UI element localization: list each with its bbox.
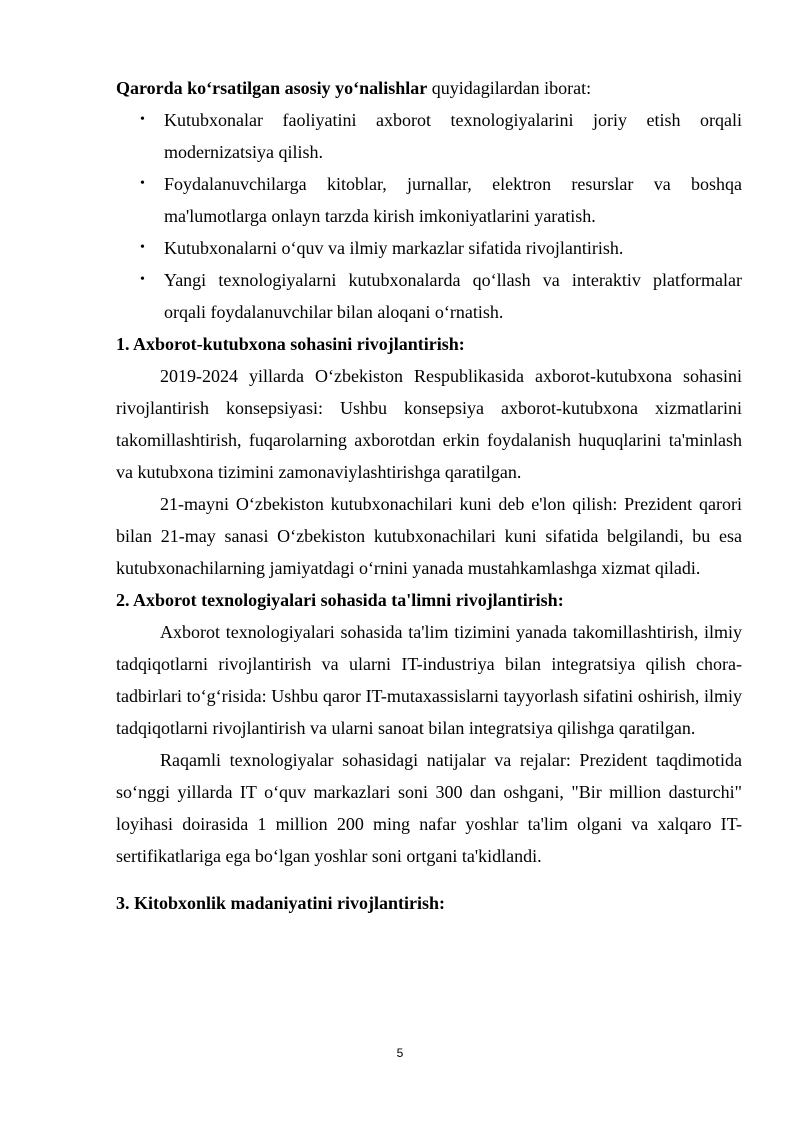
spacer <box>116 872 742 887</box>
body-paragraph: 2019-2024 yillarda O‘zbekiston Respublikasida axborot-kutubxona sohasini rivojlantirish konsepsiyasi: Ushbu konsepsiya axborot-kutubxona xizmatlarini takomillashtirish, fuqarolarning axborotdan erkin foydalanish huquqlarini ta'minlash va kutubxona tizimini zamonaviylashtirishga qaratilgan. <box>116 366 742 482</box>
page-number: 5 <box>396 1046 404 1060</box>
section-heading: 3. Kitobxonlik madaniyatini rivojlantirish: <box>116 893 446 913</box>
body-paragraph: Axborot texnologiyalari sohasida ta'lim tizimini yanada takomillashtirish, ilmiy tadqiqotlarni rivojlantirish va ularni IT-industriya bilan integratsiya qilish chora-tadbirlari to‘g‘risida: Ushbu qaror IT-mutaxassislarni tayyorlash sifatini oshirish, ilmiy tadqiqotlarni rivojlantirish va ularni sanoat bilan integratsiya qilishga qaratilgan. <box>116 622 742 738</box>
list-item-text: Kutubxonalar faoliyatini axborot texnologiyalarini joriy etish orqali modernizatsiya qilish. <box>164 110 742 162</box>
intro-paragraph <box>116 72 742 104</box>
list-item-text: Foydalanuvchilarga kitoblar, jurnallar, elektron resurslar va boshqa ma'lumotlarga onlayn tarzda kirish imkoniyatlarini yaratish. <box>164 174 742 226</box>
bullet-icon: • <box>140 176 145 191</box>
list-item <box>116 264 742 328</box>
list-item <box>116 232 742 264</box>
page-content <box>116 72 742 919</box>
body-paragraph: 21-mayni O‘zbekiston kutubxonachilari kuni deb e'lon qilish: Prezident qarori bilan 21-may sanasi O‘zbekiston kutubxonachilari kuni sifatida belgilandi, bu esa kutubxonachilarning jamiyatdagi o‘rnini yanada mustahkamlashga xizmat qiladi. <box>116 494 742 578</box>
list-item-text: Yangi texnologiyalarni kutubxonalarda qo‘llash va interaktiv platformalar orqali foydalanuvchilar bilan aloqani o‘rnatish. <box>164 270 742 322</box>
list-item <box>116 104 742 168</box>
list-item-text: Kutubxonalarni o‘quv va ilmiy markazlar sifatida rivojlantirish. <box>164 238 624 258</box>
bullet-icon: • <box>140 272 145 287</box>
bullet-icon: • <box>140 112 145 127</box>
section-heading: 2. Axborot texnologiyalari sohasida ta'limni rivojlantirish: <box>116 590 564 610</box>
intro-text: quyidagilardan iborat: <box>427 78 592 98</box>
intro-bold-text: Qarorda ko‘rsatilgan asosiy yo‘nalishlar <box>116 78 428 98</box>
section-heading: 1. Axborot-kutubxona sohasini rivojlantirish: <box>116 334 465 354</box>
body-paragraph: Raqamli texnologiyalar sohasidagi natijalar va rejalar: Prezident taqdimotida so‘nggi yillarda IT o‘quv markazlari soni 300 dan oshgani, "Bir million dasturchi" loyihasi doirasida 1 million 200 ming nafar yoshlar ta'lim olgani va xalqaro IT-sertifikatlariga ega bo‘lgan yoshlar soni ortgani ta'kidlandi. <box>116 750 742 866</box>
bullet-icon: • <box>140 240 145 255</box>
list-item <box>116 168 742 232</box>
directions-list <box>116 104 742 328</box>
